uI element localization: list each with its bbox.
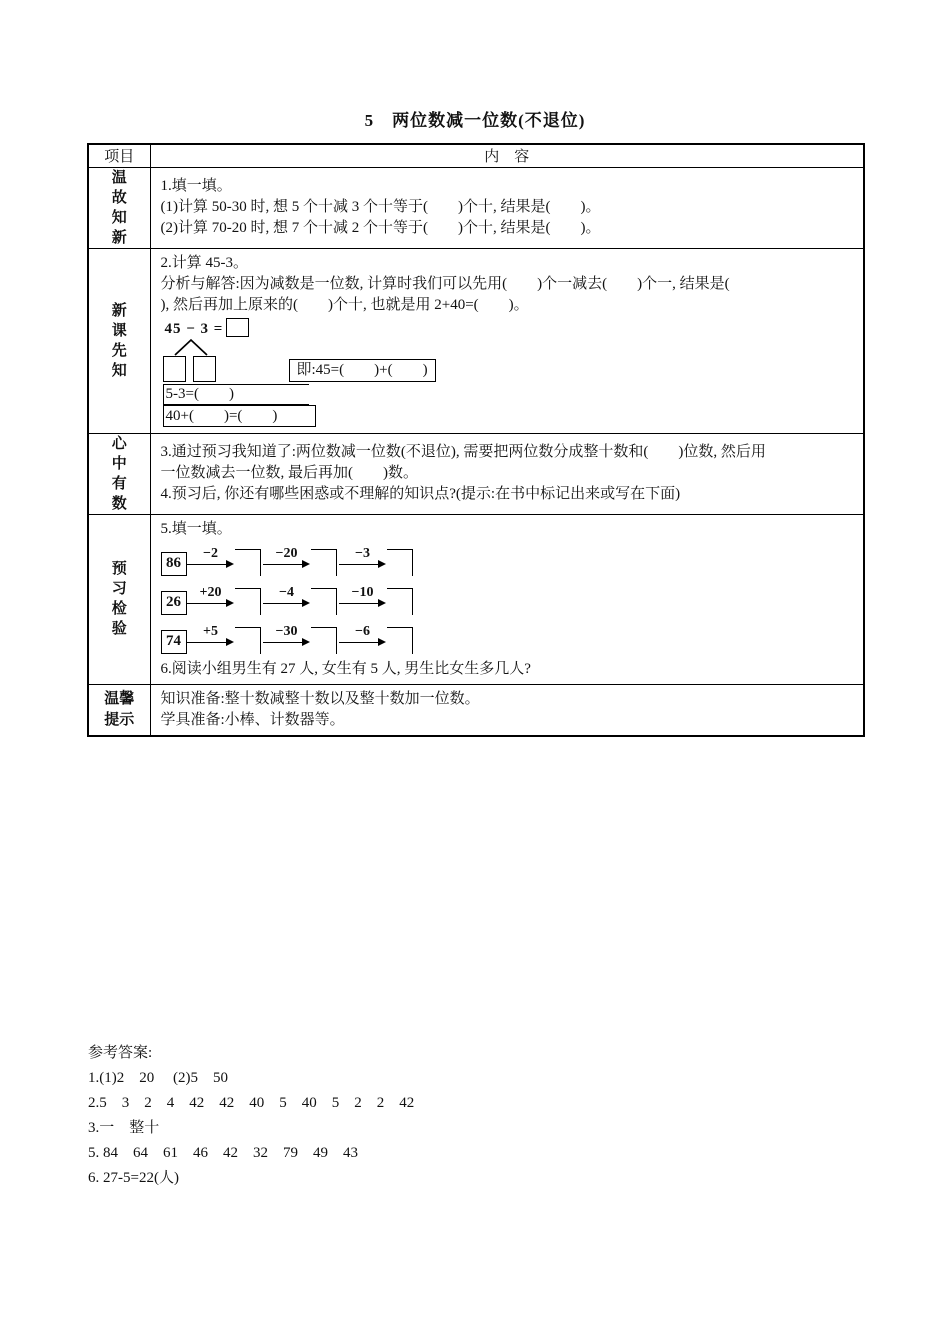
blank-box-ones: [193, 356, 216, 382]
item5-title: 5.填一填。: [160, 520, 232, 537]
header-content: 内 容: [150, 144, 864, 167]
row-label-know-in-mind: 心中有数: [111, 435, 127, 512]
row-warm-tips: [88, 684, 864, 736]
chain-answer-box: [311, 627, 337, 654]
row-label-new-lesson: 新课先知: [111, 302, 127, 379]
chain-answer-box: [387, 588, 413, 615]
row-label-preview-check: 预习检验: [111, 561, 127, 637]
chain-answer-box: [387, 549, 413, 576]
item1-part1: (1)计算 50-30 时, 想 5 个十减 3 个十等于( )个十, 结果是( )。: [160, 199, 601, 215]
item2-analysis-2: ), 然后再加上原来的( )个十, 也就是用 2+40=( )。: [160, 296, 529, 313]
chain-row-2: [161, 581, 854, 615]
row-new-lesson: [88, 248, 864, 433]
chain-answer-box: [311, 588, 337, 615]
ji-equation-box: 即:45=( )+( ): [289, 359, 436, 382]
answer-line-6: 6. 27-5=22(人): [88, 1170, 179, 1186]
answer-key: [88, 1041, 414, 1191]
chain-op-label: +5: [203, 623, 218, 639]
item2-analysis-1: 分析与解答:因为减数是一位数, 计算时我们可以先用( )个一减去( )个一, 结果是(: [160, 275, 730, 292]
header-row: [88, 144, 864, 167]
expression-45-minus-3: [165, 318, 250, 340]
chain-answer-box: [387, 627, 413, 654]
answers-heading: 参考答案:: [88, 1045, 153, 1061]
chain-row-3: [161, 620, 854, 654]
answer-box: [226, 318, 249, 337]
expression-text: 45 − 3 =: [164, 320, 224, 337]
item3-part1: 3.通过预习我知道了:两位数减一位数(不退位), 需要把两位数分成整十数和( )位数, 然后用: [160, 444, 766, 460]
tools-prep: 学具准备:小棒、计数器等。: [160, 711, 345, 728]
item1-part2: (2)计算 70-20 时, 想 7 个十减 2 个十等于( )个十, 结果是( )。: [160, 220, 601, 236]
arrow-icon: [187, 603, 232, 604]
worksheet-table: [87, 143, 865, 737]
header-project: 项目: [88, 144, 150, 167]
chain-answer-box: [235, 627, 261, 654]
chain-op-label: +20: [199, 584, 222, 600]
item6-text: 6.阅读小组男生有 27 人, 女生有 5 人, 男生比女生多几人?: [160, 660, 531, 677]
arrow-icon: [187, 564, 232, 565]
chain-op-label: −20: [275, 545, 298, 561]
chain-row-1: [161, 542, 854, 576]
answer-line-3: 3.一 整十: [88, 1120, 160, 1136]
chain-start-value: 26: [161, 591, 187, 615]
blank-box-tens: [163, 356, 186, 382]
answer-line-5: 5. 84 64 61 46 42 32 79 49 43: [88, 1145, 359, 1161]
row-label-review-old: 温故知新: [111, 169, 127, 246]
item1-title: 1.填一填。: [160, 178, 232, 194]
row-review-old: [88, 167, 864, 248]
chain-op-label: −6: [355, 623, 370, 639]
arrow-icon: [263, 603, 308, 604]
row-preview-check: [88, 514, 864, 684]
chain-start-value: 74: [161, 630, 187, 654]
row-label-warm-tips: 温馨提示: [104, 690, 135, 728]
arrow-icon: [339, 603, 384, 604]
chain-op-label: −4: [279, 584, 294, 600]
answer-line-2: 2.5 3 2 4 42 42 40 5 40 5 2 2 42: [88, 1095, 415, 1111]
chain-answer-box: [235, 549, 261, 576]
chain-op-label: −30: [275, 623, 298, 639]
arrow-icon: [187, 642, 232, 643]
decomposition-diagram: [161, 318, 854, 429]
item3-part2: 一位数减去一位数, 最后再加( )数。: [160, 465, 418, 481]
chain-op-label: −3: [355, 545, 370, 561]
chain-op-label: −2: [203, 545, 218, 561]
page-title: 5 两位数减一位数(不退位): [364, 111, 586, 130]
answer-line-1: 1.(1)2 20 (2)5 50: [88, 1070, 228, 1086]
arrow-icon: [263, 564, 308, 565]
branch-lines-icon: [172, 338, 210, 357]
arrow-icon: [339, 564, 384, 565]
add-equation-box: 40+( )=( ): [163, 405, 316, 427]
chain-start-value: 86: [161, 552, 187, 576]
row-know-in-mind: [88, 433, 864, 514]
sub-equation-box: 5-3=( ): [163, 384, 309, 405]
item2-title: 2.计算 45-3。: [160, 254, 248, 271]
knowledge-prep: 知识准备:整十数减整十数以及整十数加一位数。: [160, 690, 480, 707]
chain-answer-box: [311, 549, 337, 576]
arrow-icon: [263, 642, 308, 643]
chain-op-label: −10: [351, 584, 374, 600]
arrow-icon: [339, 642, 384, 643]
item4-text: 4.预习后, 你还有哪些困惑或不理解的知识点?(提示:在书中标记出来或写在下面): [160, 486, 681, 502]
chain-answer-box: [235, 588, 261, 615]
